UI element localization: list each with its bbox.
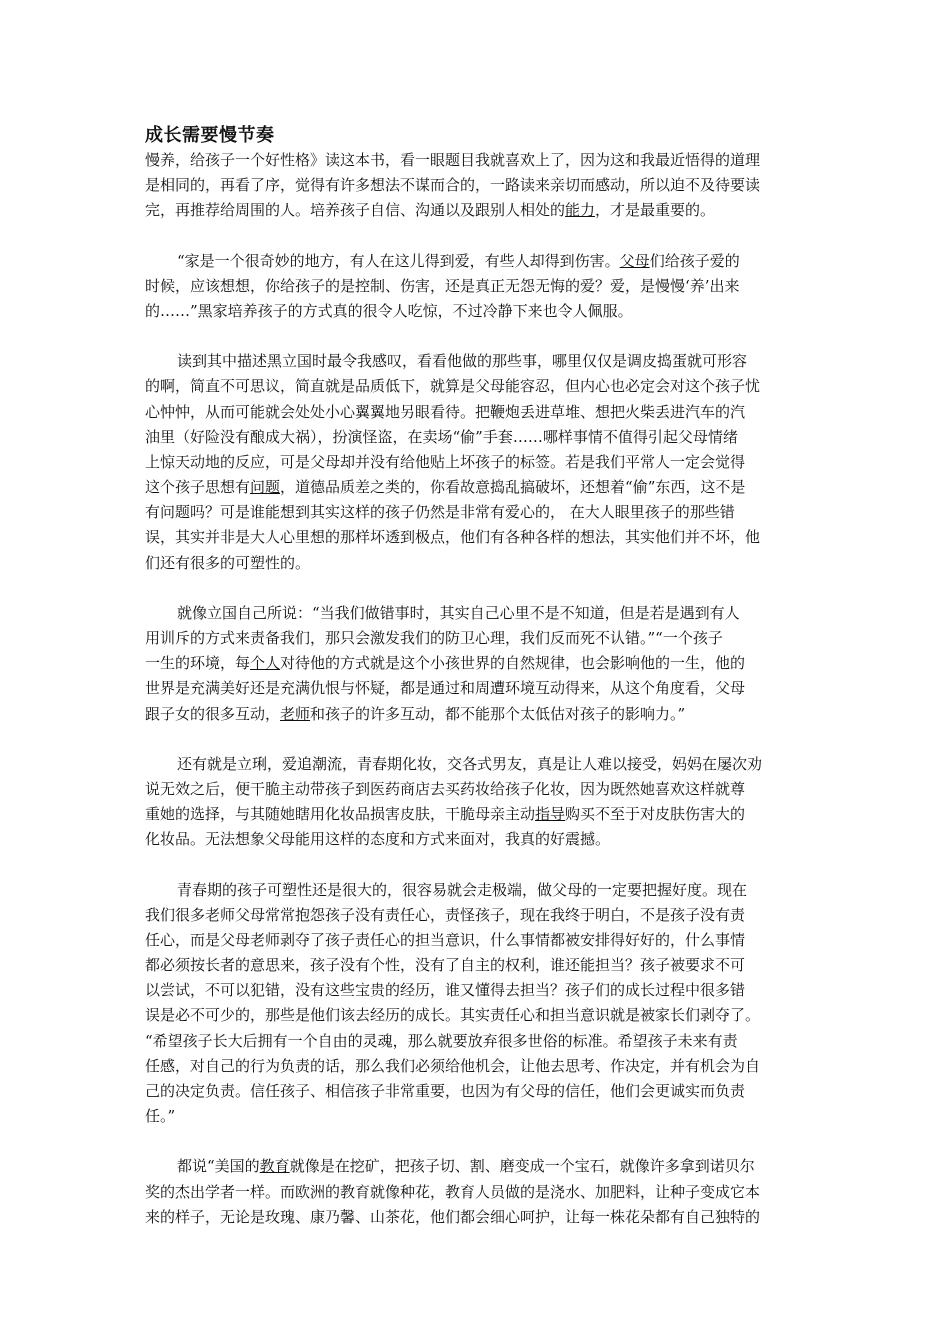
- text-line: 时候，应该想想，你给孩子的是控制、伤害，还是真正无怨无悔的爱？爱，是慢慢‘养’出来: [145, 276, 740, 295]
- text-line: 都必须按长者的意思来，孩子没有个性，没有了自主的权利，谁还能担当？孩子被要求不可: [145, 956, 746, 975]
- paragraph-7: [145, 1154, 809, 1230]
- text-line: 有问题吗？可是谁能想到其实这样的孩子仍然是非常有爱心的， 在大人眼里孩子的那些错: [145, 503, 735, 522]
- text-line: 的……”黑家培养孩子的方式真的很令人吃惊，不过冷静下来也令人佩服。: [145, 301, 633, 320]
- paragraph-3: [145, 349, 809, 576]
- text-line: 以尝试，不可以犯错，没有这些宝贵的经历，谁又懂得去担当？孩子们的成长过程中很多错: [145, 981, 746, 1000]
- text-line: 重她的选择，与其随她瞎用化妆品损害皮肤，干脆母亲主动指导购买不至于对皮肤伤害大的: [145, 805, 746, 824]
- text-line: 的啊，简直不可思议，简直就是品质低下，就算是父母能容忍，但内心也必定会对这个孩子忧: [145, 377, 761, 396]
- paragraph-2: [145, 249, 809, 325]
- text-line: “希望孩子长大后拥有一个自由的灵魂，那么就要放弃很多世俗的标准。希望孩子未来有责: [145, 1031, 738, 1050]
- text-line: 任。”: [145, 1107, 176, 1126]
- text-line: 是相同的，再看了序，觉得有许多想法不谋而合的，一路读来亲切而感动，所以迫不及待要读: [145, 176, 761, 195]
- text-line: 世界是充满美好还是充满仇恨与怀疑，都是通过和周遭环境互动得来，从这个角度看，父母: [145, 679, 746, 698]
- text-line: 化妆品。无法想象父母能用这样的态度和方式来面对，我真的好震撼。: [145, 830, 611, 849]
- link-teacher[interactable]: 老师: [280, 704, 311, 723]
- text-line: 任感，对自己的行为负责的话，那么我们必须给他机会，让他去思考、作决定，并有机会为自: [145, 1056, 761, 1075]
- text-line: 们还有很多的可塑性的。: [145, 553, 311, 572]
- document-title: 成长需要慢节奏: [145, 125, 275, 146]
- text-line: 完，再推荐给周围的人。培养孩子自信、沟通以及跟别人相处的能力，才是最重要的。: [145, 201, 716, 220]
- text-line: 上惊天动地的反应，可是父母却并没有给他贴上坏孩子的标签。若是我们平常人一定会觉得: [145, 452, 746, 471]
- text-line: 误是必不可少的，那些是他们该去经历的成长。其实责任心和担当意识就是被家长们剥夺了。: [145, 1006, 761, 1025]
- paragraph-5: [145, 752, 809, 853]
- text-line: 我们很多老师父母常常抱怨孩子没有责任心，责怪孩子，现在我终于明白，不是孩子没有责: [145, 905, 746, 924]
- text-line: 误，其实并非是大人心里想的那样坏透到极点，他们有各种各样的想法，其实他们并不坏，他: [145, 528, 761, 547]
- text-line: 这个孩子思想有问题，道德品质差之类的，你看故意捣乱搞破坏，还想着“偷”东西，这不是: [145, 478, 746, 497]
- paragraph-1: [145, 148, 809, 224]
- text-line: 来的样子，无论是玫瑰、康乃馨、山茶花，他们都会细心呵护，让每一株花朵都有自己独特的: [145, 1207, 761, 1226]
- link-ability[interactable]: 能力: [565, 201, 596, 220]
- text-line: 用训斥的方式来责备我们，那只会激发我们的防卫心理，我们反而死不认错。”“一个孩子: [145, 629, 723, 647]
- text-line: 己的决定负责。信任孩子、相信孩子非常重要，也因为有父母的信任，他们会更诚实而负责: [145, 1082, 746, 1100]
- link-parents[interactable]: 父母: [619, 251, 650, 270]
- text-line: 青春期的孩子可塑性还是很大的，很容易就会走极端，做父母的一定要把握好度。现在: [177, 880, 748, 899]
- text-line: 还有就是立琍，爱追潮流，青春期化妆，交各式男友，真是让人难以接受，妈妈在屡次劝: [177, 754, 763, 773]
- text-line: 慢养，给孩子一个好性格》读这本书，看一眼题目我就喜欢上了，因为这和我最近悟得的道理: [145, 151, 761, 169]
- text-line: 跟子女的很多互动，老师和孩子的许多互动，都不能那个太低估对孩子的影响力。”: [145, 704, 686, 723]
- text-line: “家是一个很奇妙的地方，有人在这儿得到爱，有些人却得到伤害。父母们给孩子爱的: [177, 251, 740, 270]
- link-education[interactable]: 教育: [259, 1157, 290, 1176]
- link-person[interactable]: 个人: [250, 654, 281, 673]
- text-line: 说无效之后，便干脆主动带孩子到医药商店去买药妆给孩子化妆，因为既然她喜欢这样就尊: [145, 779, 746, 798]
- text-line: 就像立国自己所说：“当我们做错事时，其实自己心里不是不知道，但是若是遇到有人: [177, 603, 740, 622]
- text-line: 都说“美国的教育就像是在挖矿，把孩子切、割、磨变成一个宝石，就像许多拿到诺贝尔: [177, 1157, 755, 1176]
- paragraph-6: [145, 878, 809, 1130]
- paragraph-4: [145, 601, 809, 727]
- text-line: 任心，而是父母老师剥夺了孩子责任心的担当意识，什么事情都被安排得好好的，什么事情: [145, 930, 746, 949]
- link-problem[interactable]: 问题: [250, 478, 281, 497]
- text-line: 读到其中描述黑立国时最令我感叹，看看他做的那些事，哪里仅仅是调皮捣蛋就可形容: [177, 352, 748, 371]
- text-line: 一生的环境，每个人对待他的方式就是这个小孩世界的自然规律，也会影响他的一生，他的: [145, 654, 746, 673]
- document-page: [145, 124, 809, 1230]
- text-line: 奖的杰出学者一样。而欧洲的教育就像种花，教育人员做的是浇水、加肥料，让种子变成它本: [145, 1182, 761, 1201]
- link-guide[interactable]: 指导: [535, 805, 566, 824]
- text-line: 油里（好险没有酿成大祸），扮演怪盗，在卖场“偷”手套……哪样事情不值得引起父母情绪: [145, 427, 738, 446]
- text-line: 心忡忡，从而可能就会处处小心翼翼地另眼看待。把鞭炮丢进草堆、想把火柴丢进汽车的汽: [145, 402, 746, 421]
